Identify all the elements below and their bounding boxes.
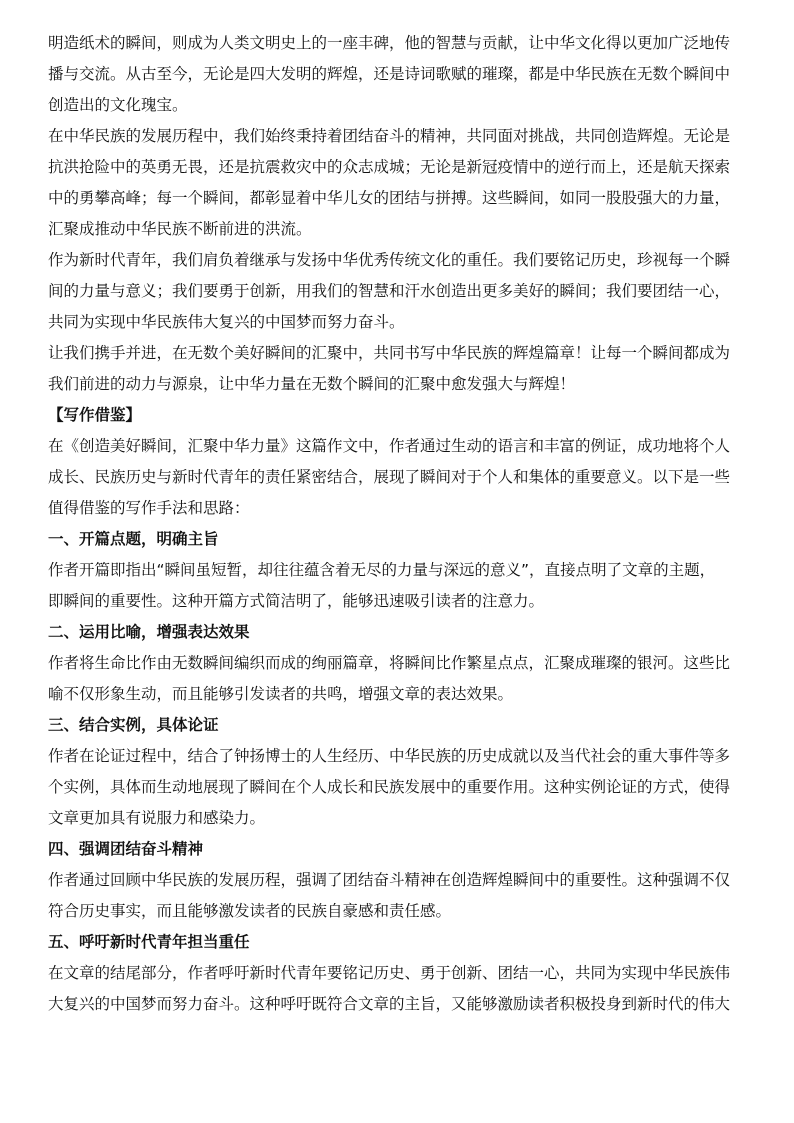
section-heading: 【写作借鉴】 — [48, 406, 142, 424]
text-line: 中的勇攀高峰；每一个瞬间，都彰显着中华儿女的团结与拼搏。这些瞬间，如同一股股强大的力量， — [48, 189, 731, 207]
text-line: 我们前进的动力与源泉，让中华力量在无数个瞬间的汇聚中愈发强大与辉煌！ — [48, 375, 576, 393]
text-line: 汇聚成推动中华民族不断前进的洪流。 — [48, 220, 312, 238]
text-line: 作者通过回顾中华民族的发展历程，强调了团结奋斗精神在创造辉煌瞬间中的重要性。这种强调不仅 — [48, 871, 731, 889]
text-line: 喻不仅形象生动，而且能够引发读者的共鸣，增强文章的表达效果。 — [48, 685, 514, 703]
text-line: 间的力量与意义；我们要勇于创新，用我们的智慧和汗水创造出更多美好的瞬间；我们要团结一心， — [48, 282, 731, 300]
text-line: 让我们携手并进，在无数个美好瞬间的汇聚中，共同书写中华民族的辉煌篇章！让每一个瞬间都成为 — [48, 344, 731, 362]
text-line: 共同为实现中华民族伟大复兴的中国梦而努力奋斗。 — [48, 313, 405, 331]
text-line: 创造出的文化瑰宝。 — [48, 96, 188, 114]
text-line: 文章更加具有说服力和感染力。 — [48, 809, 266, 827]
document-page — [48, 28, 748, 1020]
text-line: 作者在论证过程中，结合了钟扬博士的人生经历、中华民族的历史成就以及当代社会的重大事件等多 — [48, 747, 731, 765]
text-line: 在《创造美好瞬间，汇聚中华力量》这篇作文中，作者通过生动的语言和丰富的例证，成功地将个人 — [48, 437, 731, 455]
text-line: 作者开篇即指出“瞬间虽短暂，却往往蕴含着无尽的力量与深远的意义”，直接点明了文章的主题， — [48, 561, 716, 579]
section-heading: 二、运用比喻，增强表达效果 — [48, 623, 250, 641]
section-heading: 四、强调团结奋斗精神 — [48, 840, 204, 858]
text-line: 播与交流。从古至今，无论是四大发明的辉煌，还是诗词歌赋的璀璨，都是中华民族在无数个瞬间中 — [48, 65, 731, 83]
section-heading: 一、开篇点题，明确主旨 — [48, 530, 219, 548]
text-line: 在文章的结尾部分，作者呼吁新时代青年要铭记历史、勇于创新、团结一心，共同为实现中华民族伟 — [48, 964, 731, 982]
text-line: 大复兴的中国梦而努力奋斗。这种呼吁既符合文章的主旨，又能够激励读者积极投身到新时代的伟大 — [48, 995, 731, 1013]
text-line: 抗洪抢险中的英勇无畏，还是抗震救灾中的众志成城；无论是新冠疫情中的逆行而上，还是航天探索 — [48, 158, 731, 176]
text-line: 作者将生命比作由无数瞬间编织而成的绚丽篇章，将瞬间比作繁星点点，汇聚成璀璨的银河。这些比 — [48, 654, 731, 672]
section-heading: 三、结合实例，具体论证 — [48, 716, 219, 734]
section-heading: 五、呼吁新时代青年担当重任 — [48, 933, 250, 951]
text-line: 值得借鉴的写作手法和思路： — [48, 499, 250, 517]
text-line: 符合历史事实，而且能够激发读者的民族自豪感和责任感。 — [48, 902, 452, 920]
text-line: 作为新时代青年，我们肩负着继承与发扬中华优秀传统文化的重任。我们要铭记历史，珍视每一个瞬 — [48, 251, 731, 269]
text-line: 明造纸术的瞬间，则成为人类文明史上的一座丰碑，他的智慧与贡献，让中华文化得以更加广泛地传 — [48, 34, 731, 52]
text-line: 在中华民族的发展历程中，我们始终秉持着团结奋斗的精神，共同面对挑战，共同创造辉煌。无论是 — [48, 127, 731, 145]
text-line: 成长、民族历史与新时代青年的责任紧密结合，展现了瞬间对于个人和集体的重要意义。以下是一些 — [48, 468, 731, 486]
text-line: 即瞬间的重要性。这种开篇方式简洁明了，能够迅速吸引读者的注意力。 — [48, 592, 545, 610]
text-line: 个实例，具体而生动地展现了瞬间在个人成长和民族发展中的重要作用。这种实例论证的方式，使得 — [48, 778, 731, 796]
